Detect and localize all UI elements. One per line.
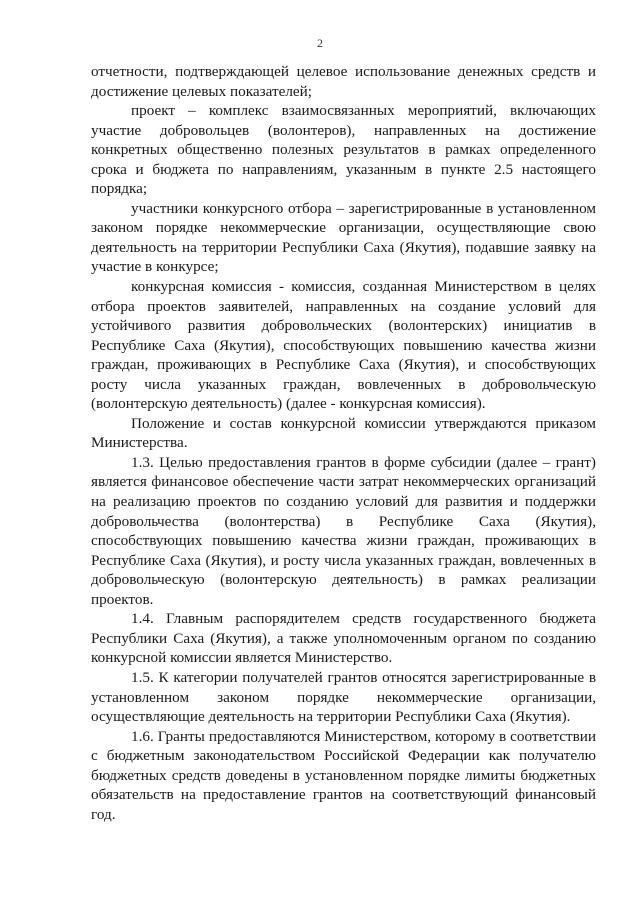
paragraph-definition-participants: участники конкурсного отбора – зарегистрированные в установленном законом порядке некоммерческие организации, осуществляющие свою деятельность на территории Республики Саха (Якутия), подавшие заявку на участие в конкурсе; (91, 199, 596, 276)
page-number: 2 (317, 36, 323, 50)
paragraph-definition-commission: конкурсная комиссия - комиссия, созданная Министерством в целях отбора проектов заявителей, направленных на создание условий для устойчивого развития добровольческих (волонтерских) инициатив в Республике Саха (Якутия), способствующих повышению качества жизни граждан, проживающих в Республике Саха (Якутия), и способствующих росту числа указанных граждан, вовлеченных в добровольческую (волонтерскую деятельность) (далее - конкурсная комиссия). (91, 278, 596, 413)
paragraph-clause-1-5: 1.5. К категории получателей грантов относятся зарегистрированные в установленном законом порядке некоммерческие организации, осуществляющие деятельность на территории Республики Саха (Якутия). (91, 668, 596, 726)
paragraph-definition-project: проект – комплекс взаимосвязанных мероприятий, включающих участие добровольцев (волонтеров), направленных на достижение конкретных общественно полезных результатов в рамках определенного срока и бюджета по направлениям, указанным в пункте 2.5 настоящего порядка; (91, 102, 596, 198)
document-body (91, 62, 596, 824)
paragraph-continuation: отчетности, подтверждающей целевое использование денежных средств и достижение целевых показателей; (91, 63, 596, 100)
paragraph-commission-composition: Положение и состав конкурсной комиссии утверждаются приказом Министерства. (91, 414, 596, 452)
paragraph-clause-1-6: 1.6. Гранты предоставляются Министерством, которому в соответствии с бюджетным законодательством Российской Федерации как получателю бюджетных средств доведены в установленном порядке лимиты бюджетных обязательств на предоставление грантов на соответствующий финансовый год. (91, 727, 596, 823)
paragraph-clause-1-4: 1.4. Главным распорядителем средств государственного бюджета Республики Саха (Якутия), а также уполномоченным органом по созданию конкурсной комиссии является Министерство. (91, 610, 596, 667)
paragraph-clause-1-3: 1.3. Целью предоставления грантов в форме субсидии (далее – грант) является финансовое обеспечение части затрат некоммерческих организаций на реализацию проектов по созданию условий для развития и поддержки добровольчества (волонтерства) в Республике Саха (Якутия), способствующих повышению качества жизни граждан, проживающих в Республике Саха (Якутия), и росту числа указанных граждан, вовлеченных в добровольческую (волонтерскую деятельность) в рамках реализации проектов. (91, 453, 596, 608)
